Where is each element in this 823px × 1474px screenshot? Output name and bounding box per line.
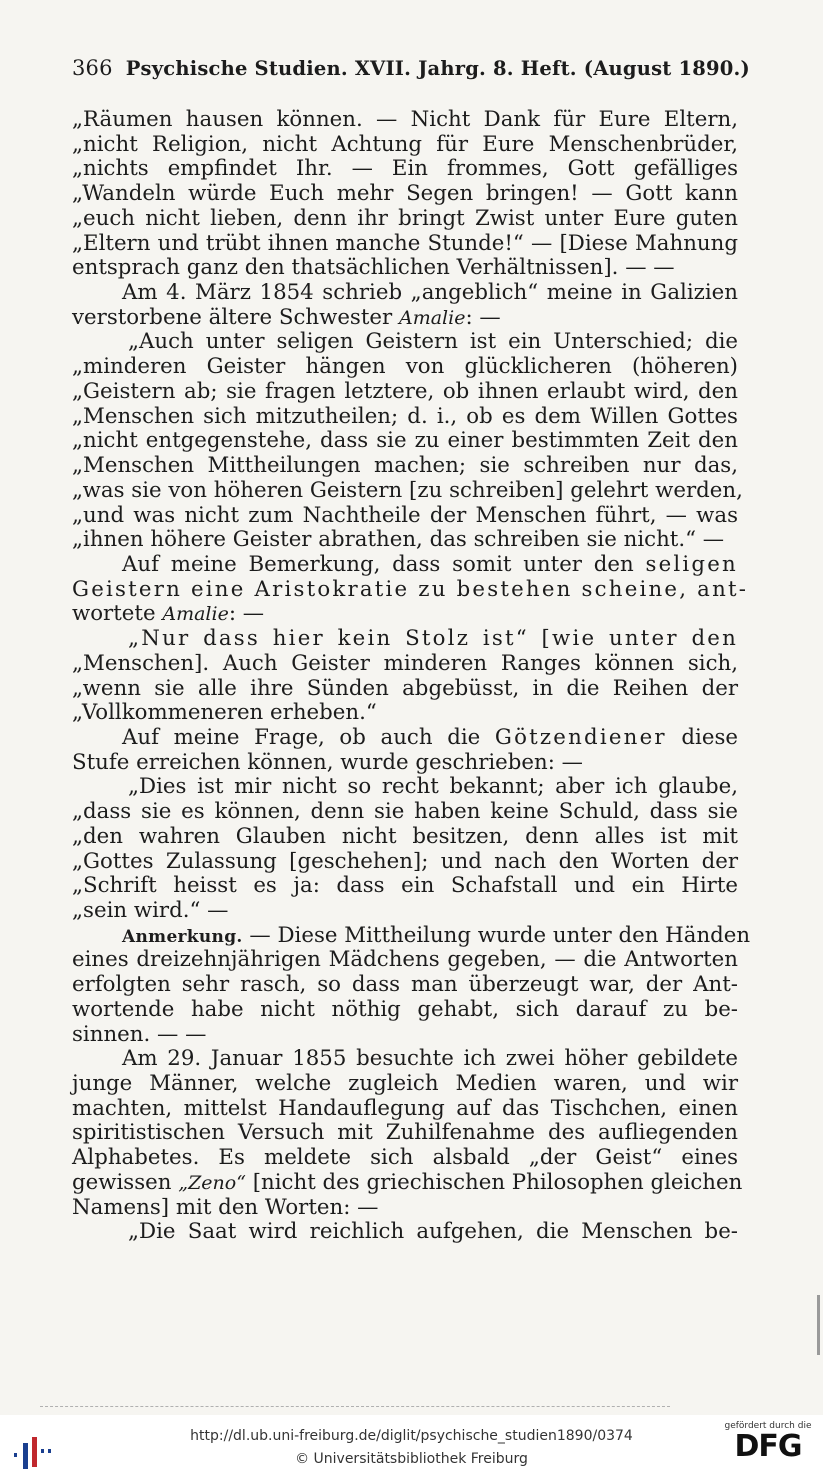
running-title: Psychische Studien. XVII. Jahrg. 8. Heft. (August 1890.): [125, 57, 750, 80]
text-line: „nichts empfindet Ihr. — Ein frommes, Gott gefälliges: [72, 156, 738, 182]
scan-bottom-dashes: [40, 1404, 670, 1407]
text-line: spiritistischen Versuch mit Zuhilfenahme des aufliegenden: [72, 1120, 738, 1146]
dfg-logo: [723, 1421, 813, 1471]
text-line: „den wahren Glauben nicht besitzen, denn alles ist mit: [72, 823, 738, 849]
text-line: „Die Saat wird reichlich aufgehen, die Menschen be-: [128, 1219, 738, 1245]
text-line: eines dreizehnjährigen Mädchens gegeben, — die Antworten: [72, 947, 738, 973]
dfg-mark: DFG: [734, 1429, 802, 1464]
spaced-word: seligen: [645, 551, 738, 577]
text-line: Am 29. Januar 1855 besuchte ich zwei höher gebildete: [122, 1046, 738, 1072]
name-amalie: Amalie: [398, 306, 466, 329]
dfg-funding-note: gefördert durch die: [724, 1421, 812, 1431]
text-line: erfolgten sehr rasch, so dass man überzeugt war, der Ant-: [72, 972, 738, 998]
scan-edge-mark: [817, 1295, 820, 1355]
copyright-notice: © Universitätsbibliothek Freiburg: [295, 1451, 528, 1467]
text-fragment: wortete: [72, 601, 156, 627]
text-fragment: [nicht des griechischen Philosophen gleichen: [252, 1169, 743, 1195]
text-line: „Menschen Mittheilungen machen; sie schreiben nur das,: [72, 453, 738, 479]
text-line: [72, 1169, 743, 1196]
text-fragment: Auf meine Bemerkung, dass somit unter den: [122, 551, 634, 577]
text-fragment: : —: [465, 304, 501, 330]
text-line: machten, mittelst Handauflegung auf das Tischchen, einen: [72, 1095, 738, 1121]
text-fragment: — Diese Mittheilung wurde unter den Händen: [249, 922, 751, 948]
text-fragment: Auf meine Frage, ob auch die: [122, 724, 481, 750]
text-line: „wenn sie alle ihre Sünden abgebüsst, in die Reihen der: [72, 675, 738, 701]
text-line: [72, 306, 738, 331]
name-amalie: Amalie: [162, 603, 229, 626]
text-line: „Wandeln würde Euch mehr Segen bringen! — Gott kann: [72, 181, 738, 207]
text-line: „Menschen]. Auch Geister minderen Ranges können sich,: [72, 650, 738, 676]
running-header: [72, 56, 750, 80]
text-fragment: Geistern eine Aristokratie zu bestehen scheine, ant-: [72, 576, 749, 602]
page-number: 366: [72, 56, 113, 80]
text-fragment: : —: [228, 601, 265, 627]
text-line: [72, 553, 738, 578]
text-fragment: verstorbene ältere Schwester: [72, 304, 393, 330]
text-line: „minderen Geister hängen von glücklicheren (höheren): [72, 354, 738, 380]
text-line: wortende habe nicht nöthig gehabt, sich darauf zu be-: [72, 996, 738, 1022]
text-line: „was sie von höheren Geistern [zu schreiben] gelehrt werden,: [72, 477, 743, 503]
spaced-word: Götzendiener: [494, 724, 667, 750]
text-line: sinnen. — —: [72, 1021, 207, 1047]
text-line: [72, 922, 751, 949]
text-line: [72, 576, 749, 603]
text-line: Stufe erreichen können, wurde geschrieben: —: [72, 749, 583, 775]
text-line: Am 4. März 1854 schrieb „angeblich“ meine in Galizien: [122, 280, 738, 306]
text-line: „und was nicht zum Nachtheile der Menschen führt, — was: [72, 502, 738, 528]
text-line: „Eltern und trübt ihnen manche Stunde!“ — [Diese Mahnung: [72, 230, 738, 256]
text-line: „sein wird.“ —: [72, 898, 229, 923]
text-line: „dass sie es können, denn sie haben keine Schuld, dass sie: [72, 799, 738, 825]
note-label: Anmerkung.: [122, 926, 243, 947]
text-line: „euch nicht lieben, denn ihr bringt Zwist unter Eure guten: [72, 205, 738, 231]
text-line: junge Männer, welche zugleich Medien waren, und wir: [72, 1071, 738, 1097]
source-url[interactable]: http://dl.ub.uni-freiburg.de/diglit/psychische_studien1890/0374: [190, 1428, 633, 1444]
text-line: Alphabetes. Es meldete sich alsbald „der Geist“ eines: [72, 1145, 738, 1171]
page-body: [72, 107, 751, 1245]
text-line: „Dies ist mir nicht so recht bekannt; aber ich glaube,: [128, 774, 738, 800]
viewer-footer: [0, 1415, 823, 1474]
text-line: „Vollkommeneren erheben.“: [72, 700, 377, 726]
text-line: Namens] mit den Worten: —: [72, 1194, 379, 1220]
text-line: „Gottes Zulassung [geschehen]; und nach den Worten der: [72, 848, 738, 874]
text-line: „Nur dass hier kein Stolz ist“ [wie unter den: [128, 626, 738, 652]
text-line: „Schrift heisst es ja: dass ein Schafstall und ein Hirte: [72, 873, 738, 899]
text-line: „Menschen sich mitzutheilen; d. i., ob es dem Willen Gottes: [72, 403, 738, 429]
text-line: „Auch unter seligen Geistern ist ein Unterschied; die: [128, 329, 738, 355]
text-line: [72, 602, 738, 627]
text-line: „Räumen hausen können. — Nicht Dank für Eure Eltern,: [72, 107, 738, 132]
text-line: [72, 726, 738, 751]
text-line: „nicht Religion, nicht Achtung für Eure Menschenbrüder,: [72, 131, 738, 157]
text-line: entsprach ganz den thatsächlichen Verhältnissen]. — —: [72, 255, 675, 281]
name-zeno: „Zeno“: [178, 1171, 246, 1194]
text-line: „ihnen höhere Geister abrathen, das schreiben sie nicht.“ —: [72, 527, 725, 553]
text-line: „nicht entgegenstehe, dass sie zu einer bestimmten Zeit den: [72, 428, 738, 454]
text-line: „Geistern ab; sie fragen letztere, ob ihnen erlaubt wird, den: [72, 378, 738, 404]
text-fragment: diese: [681, 724, 738, 750]
text-fragment: gewissen: [72, 1169, 172, 1195]
